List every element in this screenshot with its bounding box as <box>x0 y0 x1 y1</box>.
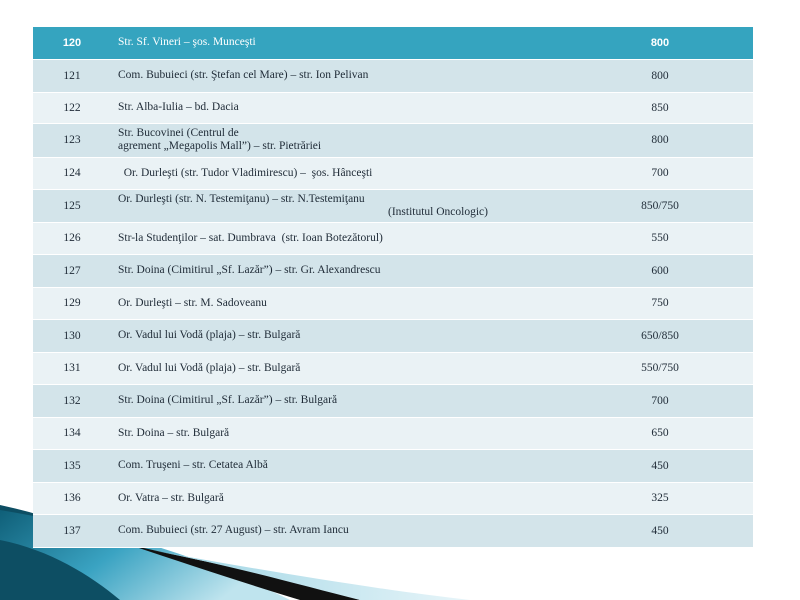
route-price: 850/750 <box>611 189 753 222</box>
route-number: 136 <box>33 482 111 514</box>
route-number: 134 <box>33 417 111 449</box>
route-description <box>111 92 611 123</box>
route-description-line: Com. Bubuieci (str. 27 August) – str. Avram Iancu <box>118 524 349 536</box>
route-description-line: Str-la Studenţilor – sat. Dumbrava (str. Ioan Botezătorul) <box>118 231 383 244</box>
route-price: 600 <box>611 254 753 287</box>
table-row <box>33 254 753 287</box>
route-description <box>111 417 611 449</box>
route-description-line: Str. Doina – str. Bulgară <box>118 426 230 439</box>
route-number: 122 <box>33 92 111 123</box>
routes-table-container <box>33 27 753 548</box>
route-price: 550 <box>611 222 753 254</box>
table-row <box>33 157 753 189</box>
route-description-line: Str. Alba-Iulia – bd. Dacia <box>118 101 239 113</box>
table-row <box>33 123 753 157</box>
route-description <box>111 514 611 547</box>
route-description <box>111 319 611 352</box>
route-description-line: Str. Doina (Cimitirul „Sf. Lazăr”) – str. Gr. Alexandrescu <box>118 264 381 276</box>
route-price: 700 <box>611 384 753 417</box>
route-description-line: Str. Bucovinei (Centrul de <box>118 127 239 139</box>
route-description: Str. Sf. Vineri – şos. Munceşti <box>111 27 611 59</box>
table-row <box>33 92 753 123</box>
route-number: 120 <box>33 27 111 59</box>
route-price: 750 <box>611 287 753 319</box>
route-description-line: (Institutul Oncologic) <box>388 205 488 218</box>
route-description <box>111 189 611 222</box>
route-number: 124 <box>33 157 111 189</box>
route-description <box>111 384 611 417</box>
route-price: 800 <box>611 27 753 59</box>
table-row <box>33 319 753 352</box>
route-description <box>111 157 611 189</box>
route-description-line: Or. Durleşti (str. N. Testemiţanu) – str. N.Testemiţanu <box>118 192 365 205</box>
route-price: 800 <box>611 59 753 92</box>
route-number: 129 <box>33 287 111 319</box>
route-description <box>111 254 611 287</box>
route-description <box>111 449 611 482</box>
route-price: 650 <box>611 417 753 449</box>
route-price: 650/850 <box>611 319 753 352</box>
route-number: 126 <box>33 222 111 254</box>
table-row <box>33 514 753 547</box>
table-row <box>33 384 753 417</box>
routes-table <box>33 27 753 548</box>
route-number: 132 <box>33 384 111 417</box>
route-description-line: Or. Durleşti (str. Tudor Vladimirescu) – şos. Hânceşti <box>118 166 373 179</box>
route-number: 127 <box>33 254 111 287</box>
route-number: 137 <box>33 514 111 547</box>
route-description <box>111 287 611 319</box>
route-price: 450 <box>611 449 753 482</box>
route-description-line: Or. Vadul lui Vodă (plaja) – str. Bulgară <box>118 329 301 341</box>
route-description <box>111 352 611 384</box>
table-row <box>33 417 753 449</box>
route-number: 121 <box>33 59 111 92</box>
route-description-line: Str. Doina (Cimitirul „Sf. Lazăr”) – str. Bulgară <box>118 394 338 406</box>
table-row <box>33 189 753 222</box>
table-row <box>33 59 753 92</box>
route-price: 850 <box>611 92 753 123</box>
route-description-line: Or. Vatra – str. Bulgară <box>118 491 224 504</box>
route-description <box>111 222 611 254</box>
route-description-line: Or. Durleşti – str. M. Sadoveanu <box>118 296 267 309</box>
route-number: 123 <box>33 123 111 157</box>
route-price: 450 <box>611 514 753 547</box>
route-description <box>111 59 611 92</box>
route-price: 325 <box>611 482 753 514</box>
route-description <box>111 482 611 514</box>
table-row <box>33 449 753 482</box>
route-description-line: Or. Vadul lui Vodă (plaja) – str. Bulgară <box>118 361 301 374</box>
table-row <box>33 352 753 384</box>
table-row <box>33 222 753 254</box>
table-header-row <box>33 27 753 59</box>
table-row <box>33 482 753 514</box>
route-number: 125 <box>33 189 111 222</box>
route-number: 135 <box>33 449 111 482</box>
route-price: 700 <box>611 157 753 189</box>
route-number: 131 <box>33 352 111 384</box>
route-description-line: Com. Bubuieci (str. Ştefan cel Mare) – str. Ion Pelivan <box>118 69 369 81</box>
route-description-line: Com. Truşeni – str. Cetatea Albă <box>118 459 268 471</box>
route-number: 130 <box>33 319 111 352</box>
route-price: 550/750 <box>611 352 753 384</box>
route-description-line: agrement „Megapolis Mall”) – str. Pietrăriei <box>118 140 322 152</box>
route-price: 800 <box>611 123 753 157</box>
table-row <box>33 287 753 319</box>
route-description <box>111 123 611 157</box>
